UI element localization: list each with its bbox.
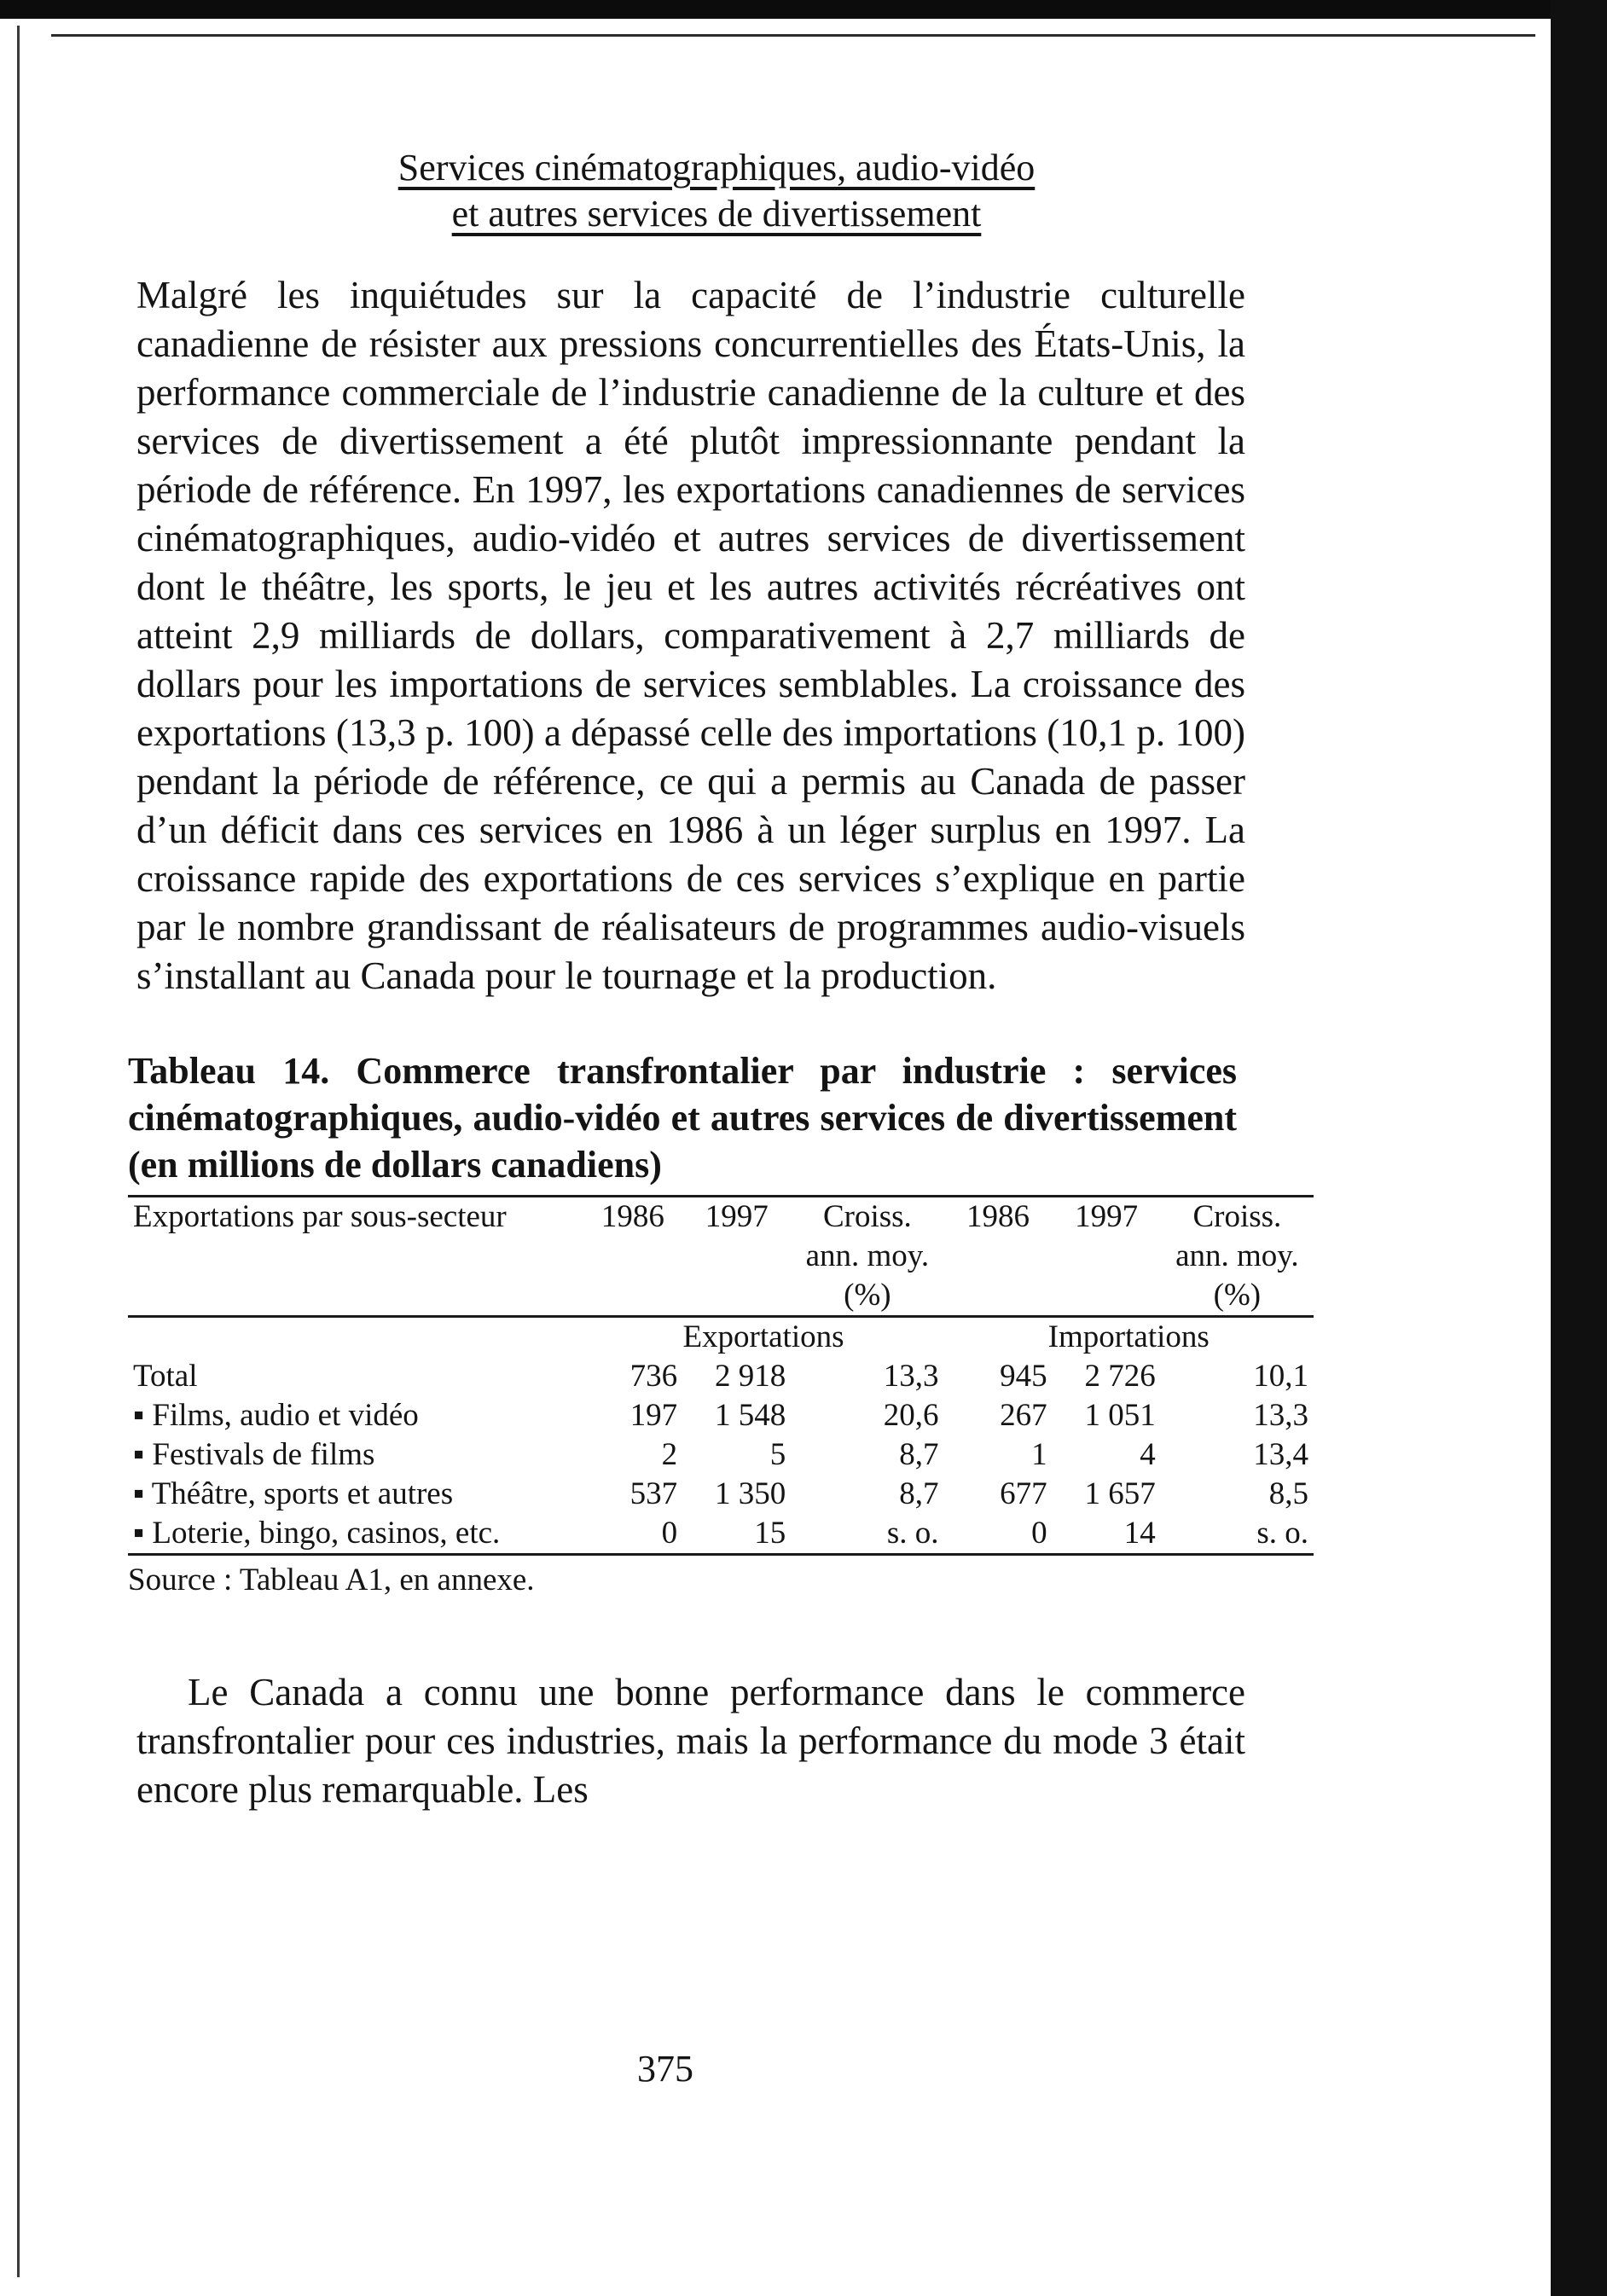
cell-exp-growth: 8,7 xyxy=(899,1476,939,1511)
top-rule xyxy=(51,34,1535,37)
cell-imp-growth: 13,3 xyxy=(1253,1398,1308,1433)
paragraph-2: Le Canada a connu une bonne performance dans le commerce transfrontalier pour ces industries, mais la performance du mode 3 était encore plus remarquable. Les xyxy=(136,1671,1245,1811)
cell-exp-1997: 2 918 xyxy=(715,1359,786,1394)
cell-imp-1986: 1 xyxy=(1031,1437,1047,1472)
group-exports: Exportations xyxy=(583,1317,943,1358)
cell-imp-growth: 8,5 xyxy=(1268,1476,1308,1511)
header-imp-1986: 1986 xyxy=(944,1197,1053,1317)
header-imp-1997: 1997 xyxy=(1053,1197,1161,1317)
table-header-row xyxy=(128,1197,1314,1317)
cell-exp-1986: 736 xyxy=(629,1359,678,1394)
row-label: Total xyxy=(133,1359,198,1394)
binding-edge-line xyxy=(17,26,20,2277)
table-source: Source : Tableau A1, en annexe. xyxy=(128,1563,535,1597)
table-row xyxy=(128,1514,1314,1555)
cell-imp-1997: 1 051 xyxy=(1084,1398,1156,1433)
cell-imp-1997: 2 726 xyxy=(1084,1359,1156,1394)
table-row xyxy=(128,1435,1314,1475)
cell-exp-growth: 20,6 xyxy=(883,1398,939,1433)
data-table xyxy=(128,1195,1314,1556)
running-head-line-2: et autres services de divertissement xyxy=(451,193,982,235)
row-label: ▪ Loterie, bingo, casinos, etc. xyxy=(128,1514,583,1555)
header-imp-growth: Croiss. ann. moy. (%) xyxy=(1161,1197,1314,1317)
group-imports: Importations xyxy=(944,1317,1314,1358)
cell-exp-1997: 5 xyxy=(769,1437,786,1472)
running-head xyxy=(128,145,1305,237)
table-row xyxy=(128,1475,1314,1514)
cell-imp-1997: 1 657 xyxy=(1084,1476,1156,1511)
header-subsector: Exportations par sous-secteur xyxy=(128,1197,583,1317)
table-title: Tableau 14. Commerce transfrontalier par industrie : services cinématographiques, audio-vidéo et autres services de divertissement (en millions de dollars canadiens) xyxy=(128,1050,1237,1186)
header-exp-1986: 1986 xyxy=(583,1197,682,1317)
page-body xyxy=(128,145,1308,1814)
row-label: ▪ Théâtre, sports et autres xyxy=(133,1476,454,1511)
table-row xyxy=(128,1357,1314,1396)
cell-imp-growth: s. o. xyxy=(1161,1514,1314,1555)
cell-imp-1986: 267 xyxy=(1000,1398,1047,1433)
page-number: 375 xyxy=(637,2048,693,2090)
cell-imp-1986: 677 xyxy=(1000,1476,1047,1511)
running-head-line-1: Services cinématographiques, audio-vidéo xyxy=(397,147,1036,188)
paragraph-1: Malgré les inquiétudes sur la capacité de l’industrie culturelle canadienne de résister aux pressions concurrentielles des États-Unis, la performance commerciale de l’industrie canadienne de la culture et des services de divertissement a été plutôt impressionnante pendant la période de référence. En 1997, les exportations canadiennes de services cinématographiques, audio-vidéo et autres services de divertissement dont le théâtre, les sports, le jeu et les autres activités récréatives ont atteint 2,9 milliards de dollars, comparativement à 2,7 milliards de dollars pour les importations de services semblables. La croissance des exportations (13,3 p. 100) a dépassé celle des importations (10,1 p. 100) pendant la période de référence, ce qui a permis au Canada de passer d’un déficit dans ces services en 1986 à un léger surplus en 1997. La croissance rapide des exportations de ces services s’explique en partie par le nombre grandissant de réalisateurs de programmes audio-visuels s’installant au Canada pour le tournage et la production. xyxy=(136,274,1245,997)
cell-exp-1986: 2 xyxy=(661,1437,678,1472)
cell-exp-1997: 1 350 xyxy=(715,1476,786,1511)
group-spacer xyxy=(128,1317,583,1358)
cell-imp-1997: 4 xyxy=(1140,1437,1156,1472)
cell-exp-1997: 15 xyxy=(682,1514,791,1555)
cell-exp-1986: 197 xyxy=(629,1398,678,1433)
cell-exp-1986: 537 xyxy=(629,1476,678,1511)
cell-exp-1997: 1 548 xyxy=(715,1398,786,1433)
header-exp-growth: Croiss. ann. moy. (%) xyxy=(791,1197,943,1317)
header-exp-1997: 1997 xyxy=(682,1197,791,1317)
scan-top-edge xyxy=(0,0,1607,19)
cell-imp-growth: 13,4 xyxy=(1253,1437,1308,1472)
row-label: ▪ Festivals de films xyxy=(133,1437,375,1472)
cell-exp-growth: s. o. xyxy=(791,1514,943,1555)
cell-exp-growth: 8,7 xyxy=(899,1437,939,1472)
cell-imp-1997: 14 xyxy=(1053,1514,1161,1555)
cell-imp-1986: 945 xyxy=(1000,1359,1047,1394)
row-label: ▪ Films, audio et vidéo xyxy=(133,1398,419,1433)
scan-right-edge xyxy=(1551,0,1607,2296)
cell-imp-growth: 10,1 xyxy=(1253,1359,1308,1394)
cell-exp-growth: 13,3 xyxy=(883,1359,939,1394)
cell-imp-1986: 0 xyxy=(944,1514,1053,1555)
cell-exp-1986: 0 xyxy=(583,1514,682,1555)
table-group-row xyxy=(128,1317,1314,1358)
table-row xyxy=(128,1396,1314,1435)
